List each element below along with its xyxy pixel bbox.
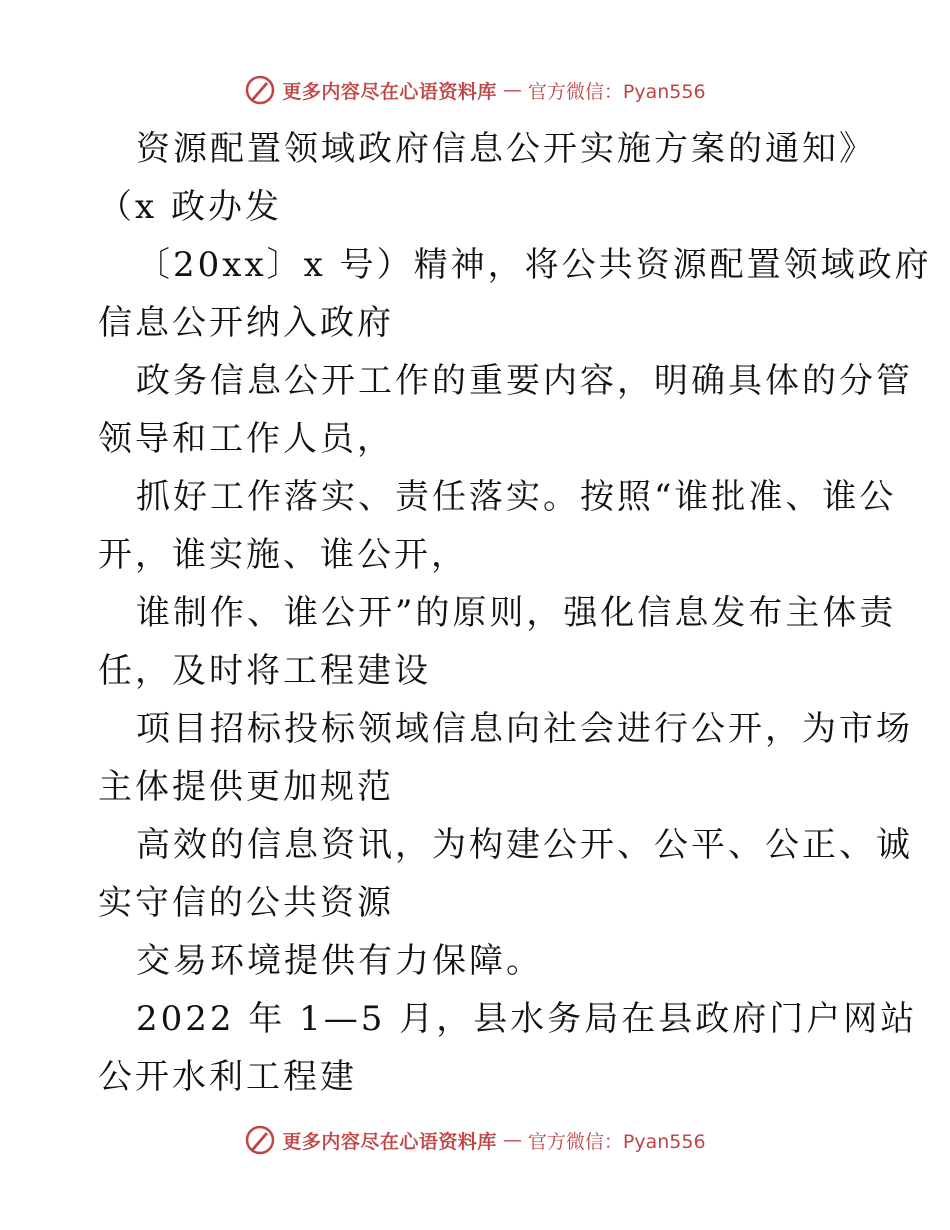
watermark-dash: — <box>502 79 522 101</box>
text-line: 谁制作、谁公开”的原则，强化信息发布主体责 <box>136 593 897 633</box>
watermark-dash: — <box>502 1129 522 1151</box>
text-line: 政务信息公开工作的重要内容，明确具体的分管 <box>136 361 913 401</box>
text-line: 项目招标投标领域信息向社会进行公开，为市场 <box>136 709 913 749</box>
text-line: 公开水利工程建 <box>98 1057 357 1097</box>
quill-pen-logo-icon <box>244 74 276 106</box>
watermark-brand: 更多内容尽在心语资料库 <box>282 1130 497 1153</box>
watermark-contact: 官方微信：Pyan556 <box>527 80 706 103</box>
footer-watermark <box>0 1120 950 1160</box>
text-line: 开，谁实施、谁公开， <box>98 535 468 575</box>
text-line: 2022 年 1—5 月，县水务局在县政府门户网站 <box>136 999 918 1039</box>
text-line: 交易环境提供有力保障。 <box>136 941 543 981</box>
text-line: 高效的信息资讯，为构建公开、公平、公正、诚 <box>136 825 913 865</box>
watermark-brand: 更多内容尽在心语资料库 <box>282 80 497 103</box>
text-line: 〔20xx〕x 号）精神，将公共资源配置领域政府 <box>136 245 932 285</box>
text-line: 资源配置领域政府信息公开实施方案的通知》 <box>136 129 876 169</box>
document-body <box>98 120 932 1106</box>
text-line: 领导和工作人员， <box>98 419 394 459</box>
header-watermark <box>0 70 950 110</box>
quill-pen-logo-icon <box>244 1124 276 1156</box>
watermark-contact: 官方微信：Pyan556 <box>527 1130 706 1153</box>
text-line: 主体提供更加规范 <box>98 767 394 807</box>
text-line: （x 政办发 <box>98 187 282 227</box>
text-line: 实守信的公共资源 <box>98 883 394 923</box>
text-line: 抓好工作落实、责任落实。按照“谁批准、谁公 <box>136 477 897 517</box>
text-line: 信息公开纳入政府 <box>98 303 394 343</box>
text-line: 任，及时将工程建设 <box>98 651 431 691</box>
